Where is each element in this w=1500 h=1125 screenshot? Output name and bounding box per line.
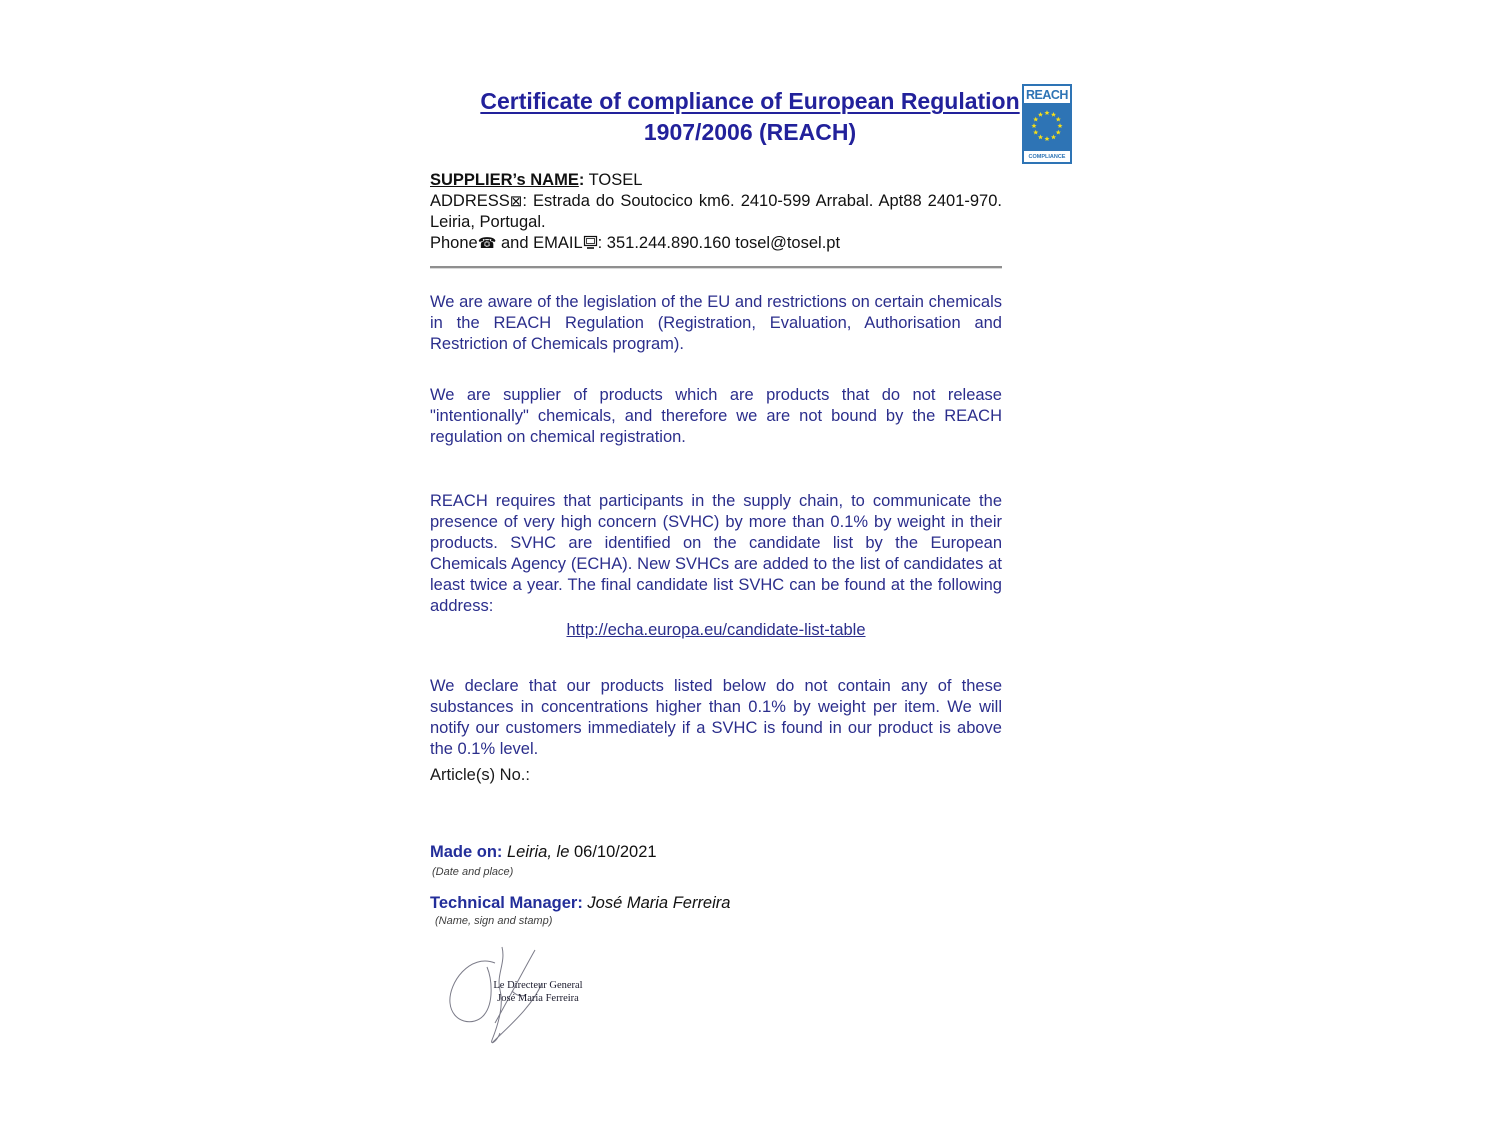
date-place-caption: (Date and place) — [432, 866, 514, 878]
paragraph-svhc-requirements: REACH requires that participants in the supply chain, to communicate the presence of very high concern (SVHC) by more than 0.1% by weight in their products. SVHC are identified on the candidate list by the European Chemicals Agency (ECHA). New SVHCs are added to the list of candidates at least twice a year. The final candidate list SVHC can be found at the following address: — [430, 492, 1002, 615]
technical-manager-line — [430, 894, 730, 913]
title-line-2: 1907/2006 (REACH) — [643, 119, 857, 145]
supplier-block — [430, 170, 1002, 254]
supplier-name-line: SUPPLIER’s NAME: TOSEL — [430, 171, 643, 189]
section-divider — [430, 266, 1002, 269]
paragraph-awareness: We are aware of the legislation of the EU and restrictions on certain chemicals in the REACH Regulation (Registration, Evaluation, Authorisation and Restriction of Chemicals program). — [430, 293, 1002, 353]
stamp-line-2: José Maria Ferreira — [497, 993, 579, 1004]
reach-compliance-logo — [1022, 84, 1072, 164]
candidate-list-link-line — [430, 621, 1002, 640]
supplier-name-label: SUPPLIER’s NAME — [430, 171, 579, 189]
title-line-1: Certificate of compliance of European Regulation — [480, 88, 1020, 114]
email-label: and EMAIL — [496, 234, 583, 252]
made-on-place: Leiria, le — [502, 843, 574, 861]
address-value: : Estrada do Soutocico km6. 2410-599 Arrabal. Apt88 2401-970. Leiria, Portugal. — [430, 192, 1002, 231]
address-label: ADDRESS — [430, 192, 510, 210]
supplier-name-value: TOSEL — [584, 171, 643, 189]
eu-stars-icon — [1024, 105, 1070, 149]
paragraph-declaration: We declare that our products listed below do not contain any of these substances in concentrations higher than 0.1% by weight per item. We will notify our customers immediately if a SVHC is found in our product is above the 0.1% level. — [430, 677, 1002, 758]
computer-icon — [583, 234, 598, 252]
reach-logo-title: REACH — [1024, 86, 1070, 105]
technical-manager-label: Technical Manager: — [430, 894, 583, 912]
technical-manager-name: José Maria Ferreira — [582, 894, 731, 912]
signature-stamp — [440, 945, 620, 1060]
reach-logo-compliance-text: COMPLIANCE — [1024, 149, 1070, 162]
candidate-list-link[interactable]: http://echa.europa.eu/candidate-list-table — [566, 621, 866, 639]
page-title — [0, 86, 1500, 148]
made-on-label: Made on: — [430, 843, 503, 861]
paragraph-supplier-status: We are supplier of products which are products that do not release "intentionally" chemicals, and therefore we are not bound by the REACH regulation on chemical registration. — [430, 386, 1002, 446]
articles-number-label: Article(s) No.: — [430, 766, 530, 784]
envelope-icon: ⊠ — [509, 193, 523, 210]
phone-label: Phone — [430, 234, 478, 252]
made-on-line — [430, 843, 657, 862]
contact-value: : 351.244.890.160 tosel@tosel.pt — [597, 234, 841, 252]
supplier-address-line — [430, 191, 1002, 233]
stamp-text — [473, 979, 603, 1005]
name-sign-stamp-caption: (Name, sign and stamp) — [435, 915, 553, 927]
supplier-contact-line — [430, 233, 1002, 254]
stamp-line-1: Le Directeur General — [493, 980, 583, 991]
phone-icon: ☎ — [477, 235, 497, 252]
made-on-date: 06/10/2021 — [573, 843, 657, 861]
